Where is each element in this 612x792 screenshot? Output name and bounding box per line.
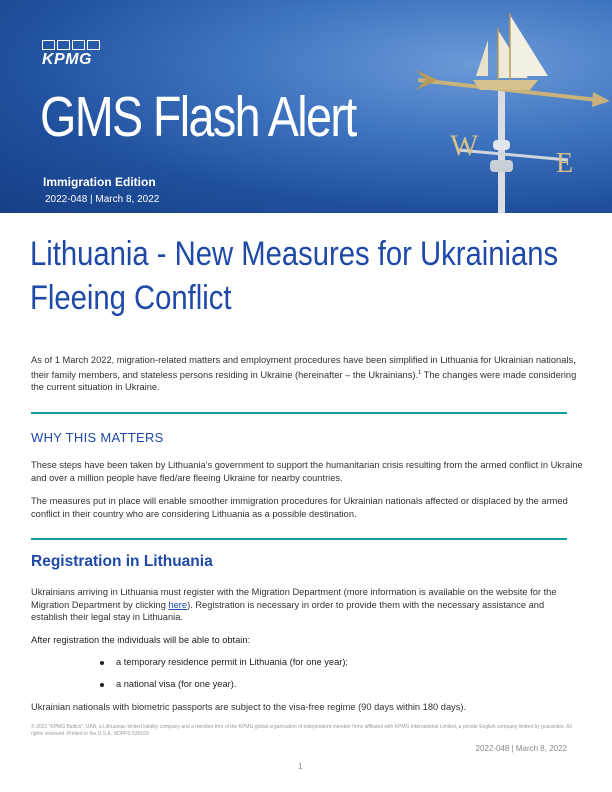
registration-paragraph-2: After registration the individuals will be able to obtain: <box>31 635 251 645</box>
reg-text-a: Ukrainians arriving in Lithuania must register with the Migration Department (more information is available on the website for the Migration Department by clicking <box>31 587 557 610</box>
edition-label: Immigration Edition <box>43 175 156 189</box>
intro-text: As of 1 March 2022, migration-related matters and employment procedures have been simplified in Lithuania for Ukrainian nationals, their family members, and stateless persons residing in Ukraine (hereinafter – the Ukrainians). <box>31 355 576 380</box>
intro-paragraph <box>31 354 583 394</box>
reg-text-b: ). Registration is necessary in order to provide them with the necessary assistance and establish their legal stay in Lithuania. <box>31 599 545 622</box>
headline-line-2: Fleeing Conflict <box>30 279 232 317</box>
intro-text-end: The changes were made considering the current situation in Ukraine. <box>31 369 577 393</box>
flash-alert-title: GMS Flash Alert <box>40 85 356 149</box>
list-item <box>100 679 236 689</box>
migration-department-link[interactable]: here <box>168 599 188 610</box>
copyright-disclaimer: © 2022 "KPMG Baltics", UAB, a Lithuanian limited liability company and a member firm of the KPMG global organisation of independent member firms affiliated with KPMG International Limited, a private English company limited by guarantee. All rights reserved. Printed in the U.S.A. NDPPS 530159 <box>31 724 572 737</box>
headline-line-1: Lithuania - New Measures for Ukrainians <box>30 235 559 273</box>
bullet-icon <box>100 683 104 687</box>
page-number: 1 <box>298 762 303 771</box>
section-divider <box>31 538 567 540</box>
article-headline <box>30 232 589 320</box>
svg-text:W: W <box>450 129 479 162</box>
logo-blocks-icon <box>42 40 102 50</box>
why-heading: WHY THIS MATTERS <box>31 430 164 445</box>
footnote-ref[interactable]: 1 <box>418 369 422 376</box>
header-banner <box>0 0 612 213</box>
registration-paragraph-1 <box>31 586 583 624</box>
svg-text:E: E <box>556 148 574 179</box>
banner-ref-line: 2022-048 | March 8, 2022 <box>45 194 160 205</box>
list-item <box>100 657 348 667</box>
logo-text: KPMG <box>42 51 92 68</box>
why-paragraph-1: These steps have been taken by Lithuania's government to support the humanitarian crisis resulting from the armed conflict in Ukraine and over a million people have fled/are fleeing Ukraine for nearby countries. <box>31 460 583 483</box>
bullet-text: a temporary residence permit in Lithuania (for one year); <box>116 657 349 667</box>
kpmg-logo <box>42 40 102 68</box>
weathervane-icon <box>398 10 612 213</box>
registration-paragraph-3: Ukrainian nationals with biometric passports are subject to the visa-free regime (90 days within 180 days). <box>31 702 467 712</box>
why-paragraph-2: The measures put in place will enable smoother immigration procedures for Ukrainian nationals affected or displaced by the armed conflict in their country who are considering Lithuania as a possible destination. <box>31 496 568 519</box>
bullet-text: a national visa (for one year). <box>116 679 237 689</box>
section-divider <box>31 412 567 414</box>
bullet-icon <box>100 661 104 665</box>
footer-ref-line: 2022-048 | March 8, 2022 <box>475 744 567 753</box>
registration-heading: Registration in Lithuania <box>31 553 213 570</box>
